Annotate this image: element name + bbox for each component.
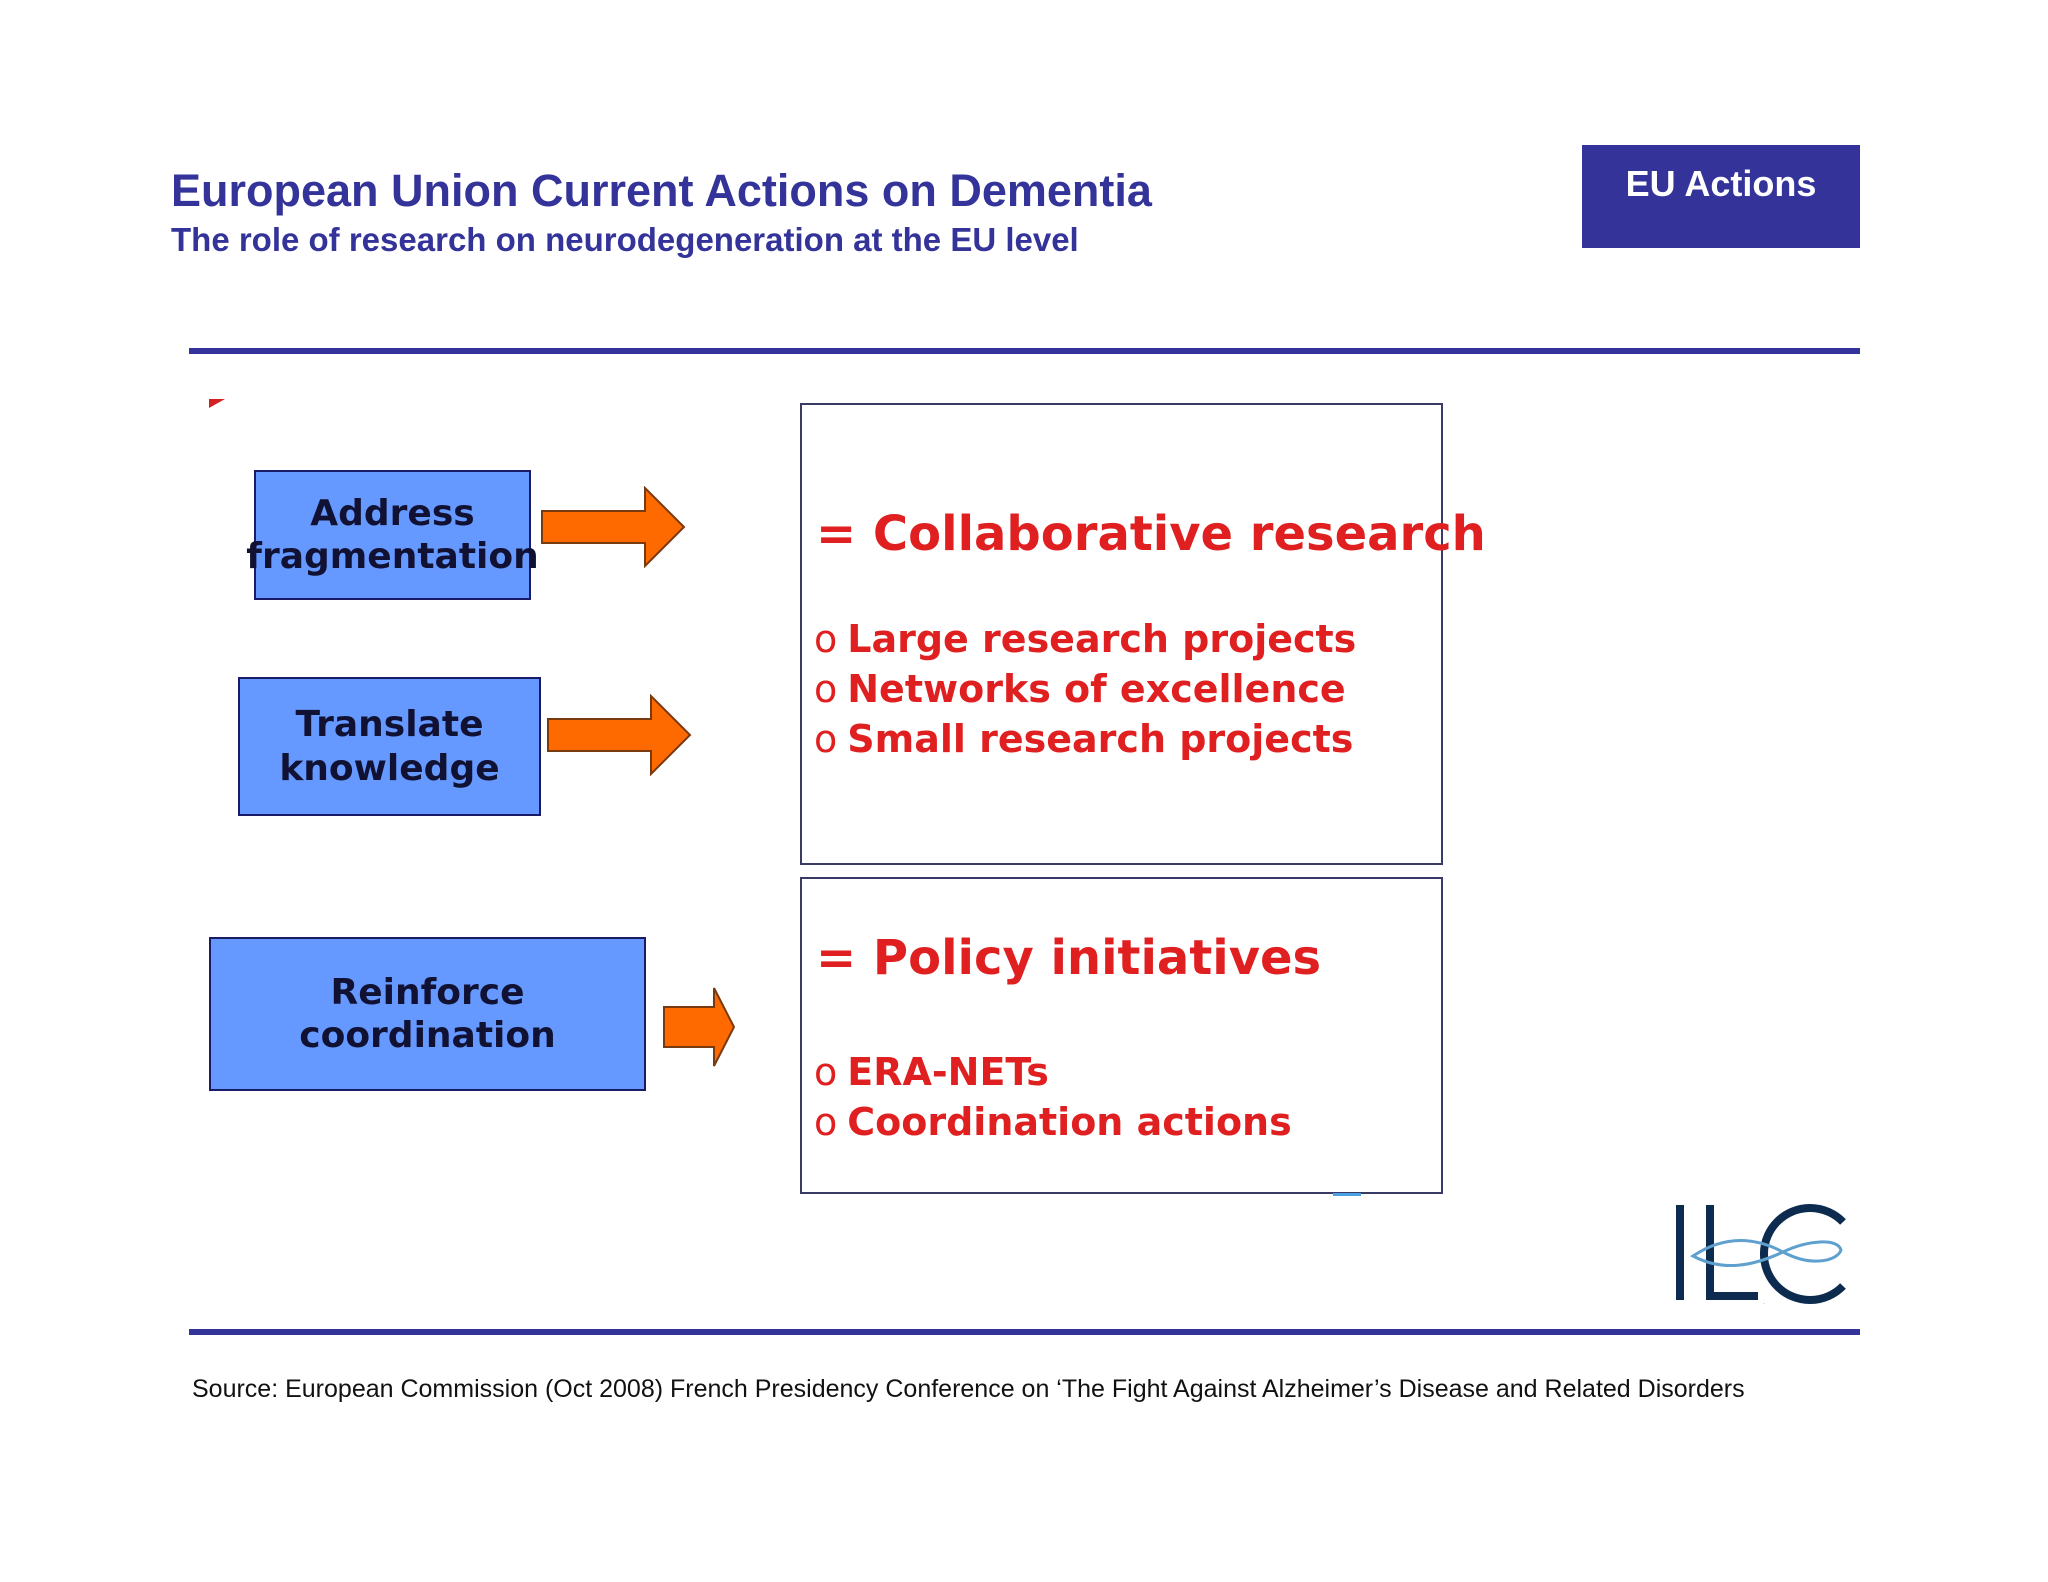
list-item: o Small research projects (814, 717, 1354, 761)
arrow-right-icon (540, 486, 686, 568)
page-subtitle: The role of research on neurodegeneration at the EU level (171, 221, 1079, 258)
section-tag: EU Actions (1582, 145, 1860, 248)
collaborative-research-list (814, 614, 1356, 764)
reinforce-coordination-label: Reinforce coordination (299, 971, 556, 1056)
list-item: o Coordination actions (814, 1100, 1292, 1144)
ilc-logo (1673, 1200, 1853, 1305)
policy-initiatives-heading: = Policy initiatives (816, 930, 1322, 986)
top-divider (189, 348, 1860, 354)
reinforce-coordination-box (209, 937, 646, 1091)
translate-knowledge-box (238, 677, 541, 816)
logo-text: ILC (1763, 1304, 1765, 1305)
page-title: European Union Current Actions on Dementia (171, 165, 1152, 216)
arrow-right-icon (662, 986, 736, 1068)
policy-initiatives-list (814, 1047, 1292, 1147)
list-item: o ERA-NETs (814, 1050, 1049, 1094)
address-fragmentation-line2: fragmentation (246, 536, 539, 577)
address-fragmentation-line1: Address (310, 492, 475, 534)
collaborative-research-heading: = Collaborative research (816, 506, 1486, 562)
source-citation: Source: European Commission (Oct 2008) French Presidency Conference on ‘The Fight Against Alzheimer’s Disease and Related Disorders (192, 1375, 1745, 1403)
corner-mark (209, 399, 225, 408)
list-item: o Large research projects (814, 617, 1357, 661)
translate-knowledge-line2: knowledge (279, 747, 500, 789)
list-item: o Networks of excellence (814, 667, 1346, 711)
bottom-divider (189, 1329, 1860, 1335)
address-fragmentation-box (246, 470, 539, 600)
arrow-right-icon (546, 694, 692, 776)
decorative-dots (1333, 1193, 1361, 1196)
translate-knowledge-line1: Translate (295, 704, 484, 746)
